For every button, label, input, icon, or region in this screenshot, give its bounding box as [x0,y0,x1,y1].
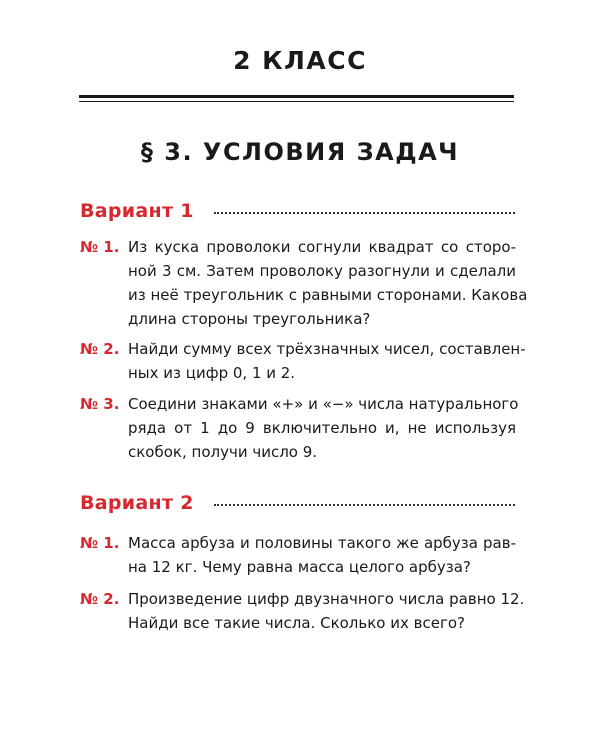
problem-line: Соедини знаками «+» и «−» числа натурального [128,395,519,413]
problem-line: Из куска проволоки согнули квадрат со сторо- [128,238,516,256]
variant-1-label: Вариант 1 [80,200,194,222]
problem-line: ной 3 см. Затем проволоку разогнули и сделали [128,262,516,280]
problem-line: на 12 кг. Чему равна масса целого арбуза? [128,558,471,576]
problem-number: № 2. [80,590,120,608]
problem-line: ных из цифр 0, 1 и 2. [128,364,296,382]
problem-text [128,531,516,579]
variant-2-heading [80,492,515,518]
problem-line: Масса арбуза и половины такого же арбуза рав- [128,534,516,552]
header-rule-thin [79,101,514,102]
variant-1-problem-2 [80,337,526,385]
problem-line: длина стороны треугольника? [128,310,371,328]
problem-number: № 2. [80,340,120,358]
variant-2-label: Вариант 2 [80,492,194,514]
problem-text [128,235,528,331]
problem-text [128,587,525,635]
problem-text [128,337,526,385]
problem-number: № 1. [80,534,120,552]
problem-line: скобок, получи число 9. [128,443,318,461]
problem-text [128,392,519,464]
variant-2-problem-2 [80,587,525,635]
header-rule-thick [79,95,514,98]
variant-1-heading [80,200,515,226]
problem-line: из неё треугольник с равными сторонами. Какова [128,286,528,304]
variant-2-problem-1 [80,531,516,579]
grade-title: 2 КЛАСС [233,46,367,75]
problem-line: Найди сумму всех трёхзначных чисел, составлен- [128,340,526,358]
problem-number: № 3. [80,395,120,413]
problem-line: Найди все такие числа. Сколько их всего? [128,614,465,632]
problem-line: Произведение цифр двузначного числа равно 12. [128,590,525,608]
problem-number: № 1. [80,238,120,256]
section-title: § 3. УСЛОВИЯ ЗАДАЧ [140,138,460,166]
dotted-leader [214,212,515,214]
variant-1-problem-1 [80,235,528,331]
dotted-leader [214,504,515,506]
variant-1-problem-3 [80,392,519,464]
problem-line: ряда от 1 до 9 включительно и, не используя [128,419,516,437]
